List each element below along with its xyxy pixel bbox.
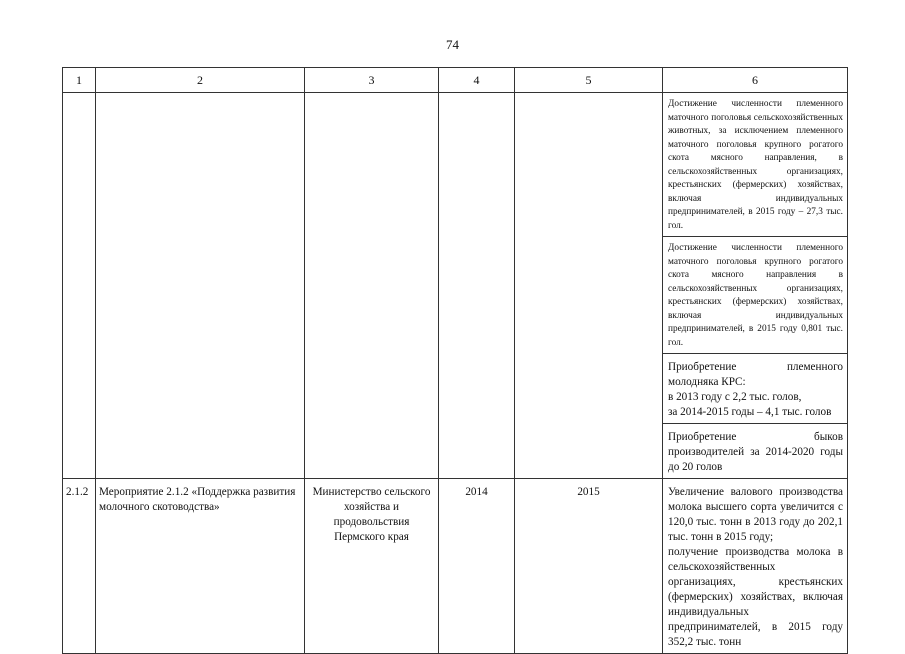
result-cell-bulls: Приобретение быков производителей за 2014-2020 годы до 20 голов xyxy=(663,424,848,479)
empty-cell-end xyxy=(515,93,663,479)
result-cell-young-stock: Приобретение племенного молодняка КРС: в 2013 году с 2,2 тыс. голов, за 2014-2015 годы – 4,1 тыс. голов xyxy=(663,354,848,424)
header-cell-3: 3 xyxy=(305,68,439,93)
activity-start-year: 2014 xyxy=(439,479,515,654)
result-cell-beef-cattle: Достижение численности племенного маточного поголовья крупного рогатого скота мясного направления в сельскохозяйственных организациях, крестьянских (фермерских) хозяйствах, включая индивидуальных предпринимателей, в 2015 году 0,801 тыс. гол. xyxy=(663,237,848,354)
header-cell-4: 4 xyxy=(439,68,515,93)
activities-table xyxy=(62,67,848,654)
activity-name: Мероприятие 2.1.2 «Поддержка развития молочного скотоводства» xyxy=(96,479,305,654)
table-row xyxy=(63,479,848,654)
empty-cell-name xyxy=(96,93,305,479)
header-cell-2: 2 xyxy=(96,68,305,93)
activity-executor: Министерство сельского хозяйства и продовольствия Пермского края xyxy=(305,479,439,654)
activity-result: Увеличение валового производства молока высшего сорта увеличится с 120,0 тыс. тонн в 2013 году до 202,1 тыс. тонн в 2015 году; получение производства молока в сельскохозяйственных организациях, крестьянских (фермерских) хозяйствах, включая индивидуальных предпринимателей, в 2015 году 352,2 тыс. тонн xyxy=(663,479,848,654)
empty-cell-num xyxy=(63,93,96,479)
header-cell-6: 6 xyxy=(663,68,848,93)
activity-number: 2.1.2 xyxy=(63,479,96,654)
header-cell-5: 5 xyxy=(515,68,663,93)
header-cell-1: 1 xyxy=(63,68,96,93)
page-number: 74 xyxy=(446,37,459,52)
table-row xyxy=(63,93,848,237)
empty-cell-start xyxy=(439,93,515,479)
activity-end-year: 2015 xyxy=(515,479,663,654)
empty-cell-executor xyxy=(305,93,439,479)
table-header-row xyxy=(63,68,848,93)
result-cell-breeding-stock: Достижение численности племенного маточного поголовья сельскохозяйственных животных, за исключением племенного маточного поголовья крупного рогатого скота мясного направления, в сельскохозяйственных организациях, крестьянских (фермерских) хозяйствах, включая индивидуальных предпринимателей, в 2015 году – 27,3 тыс. гол. xyxy=(663,93,848,237)
